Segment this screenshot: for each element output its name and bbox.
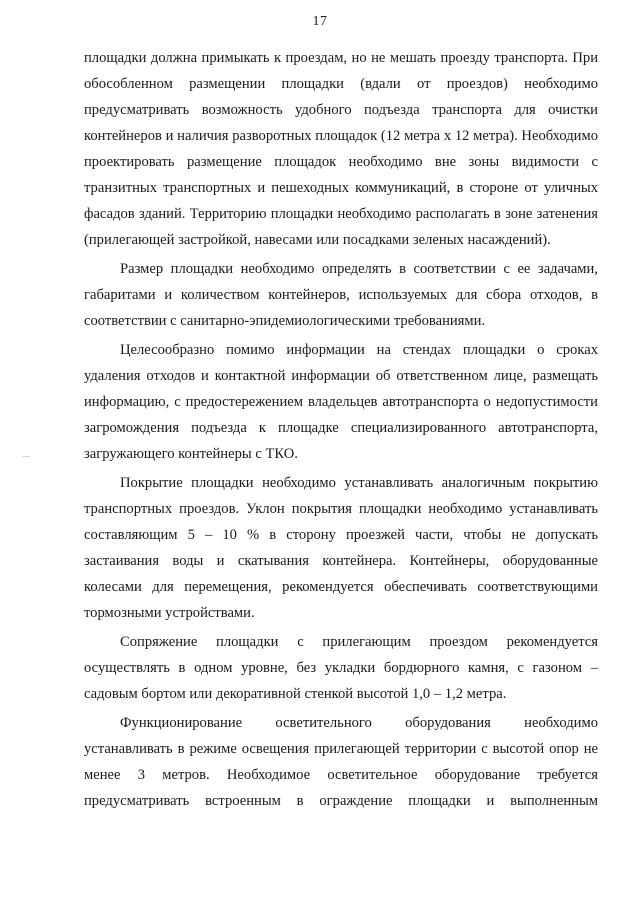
paragraph-continuation: площадки должна примыкать к проездам, но не мешать проезду транспорта. При обособленном размещении площадки (вдали от проездов) необходимо предусматривать возможность удобного подъезда транспорта для очистки контейнеров и наличия разворотных площадок (12 метра х 12 метра). Необходимо проектировать размещение площадок необходимо вне зоны видимости с транзитных транспортных и пешеходных коммуникаций, в стороне от уличных фасадов зданий. Территорию площадки необходимо располагать в зоне затенения (прилегающей застройкой, навесами или посадками зеленых насаждений). xyxy=(84,50,598,248)
page-number: 17 xyxy=(312,14,328,29)
paragraph-site-size: Размер площадки необходимо определять в соответствии с ее задачами, габаритами и количеством контейнеров, используемых для сбора отходов, в соответствии с санитарно-эпидемиологическими требованиями. xyxy=(84,261,598,329)
scan-margin-mark xyxy=(22,456,30,457)
document-body xyxy=(84,45,598,817)
paragraph-surface-coating: Покрытие площадки необходимо устанавливать аналогичным покрытию транспортных проездов. Уклон покрытия площадки необходимо устанавливать составляющим 5 – 10 % в сторону проезжей части, чтобы не допускать застаивания воды и скатывания контейнера. Контейнеры, оборудованные колесами для перемещения, рекомендуется обеспечивать соответствующими тормозными устройствами. xyxy=(84,475,598,621)
paragraph-lighting: Функционирование осветительного оборудования необходимо устанавливать в режиме освещения прилегающей территории с высотой опор не менее 3 метров. Необходимое осветительное оборудование требуется предусматривать встроенным в ограждение площадки и выполненным xyxy=(84,715,598,809)
paragraph-road-junction: Сопряжение площадки с прилегающим проездом рекомендуется осуществлять в одном уровне, без укладки бордюрного камня, с газоном – садовым бортом или декоративной стенкой высотой 1,0 – 1,2 метра. xyxy=(84,634,598,702)
paragraph-info-stands: Целесообразно помимо информации на стендах площадки о сроках удаления отходов и контактной информации об ответственном лице, размещать информацию, с предостережением владельцев автотранспорта о недопустимости загромождения подъезда к площадке специализированного автотранспорта, загружающего контейнеры с ТКО. xyxy=(84,342,598,462)
